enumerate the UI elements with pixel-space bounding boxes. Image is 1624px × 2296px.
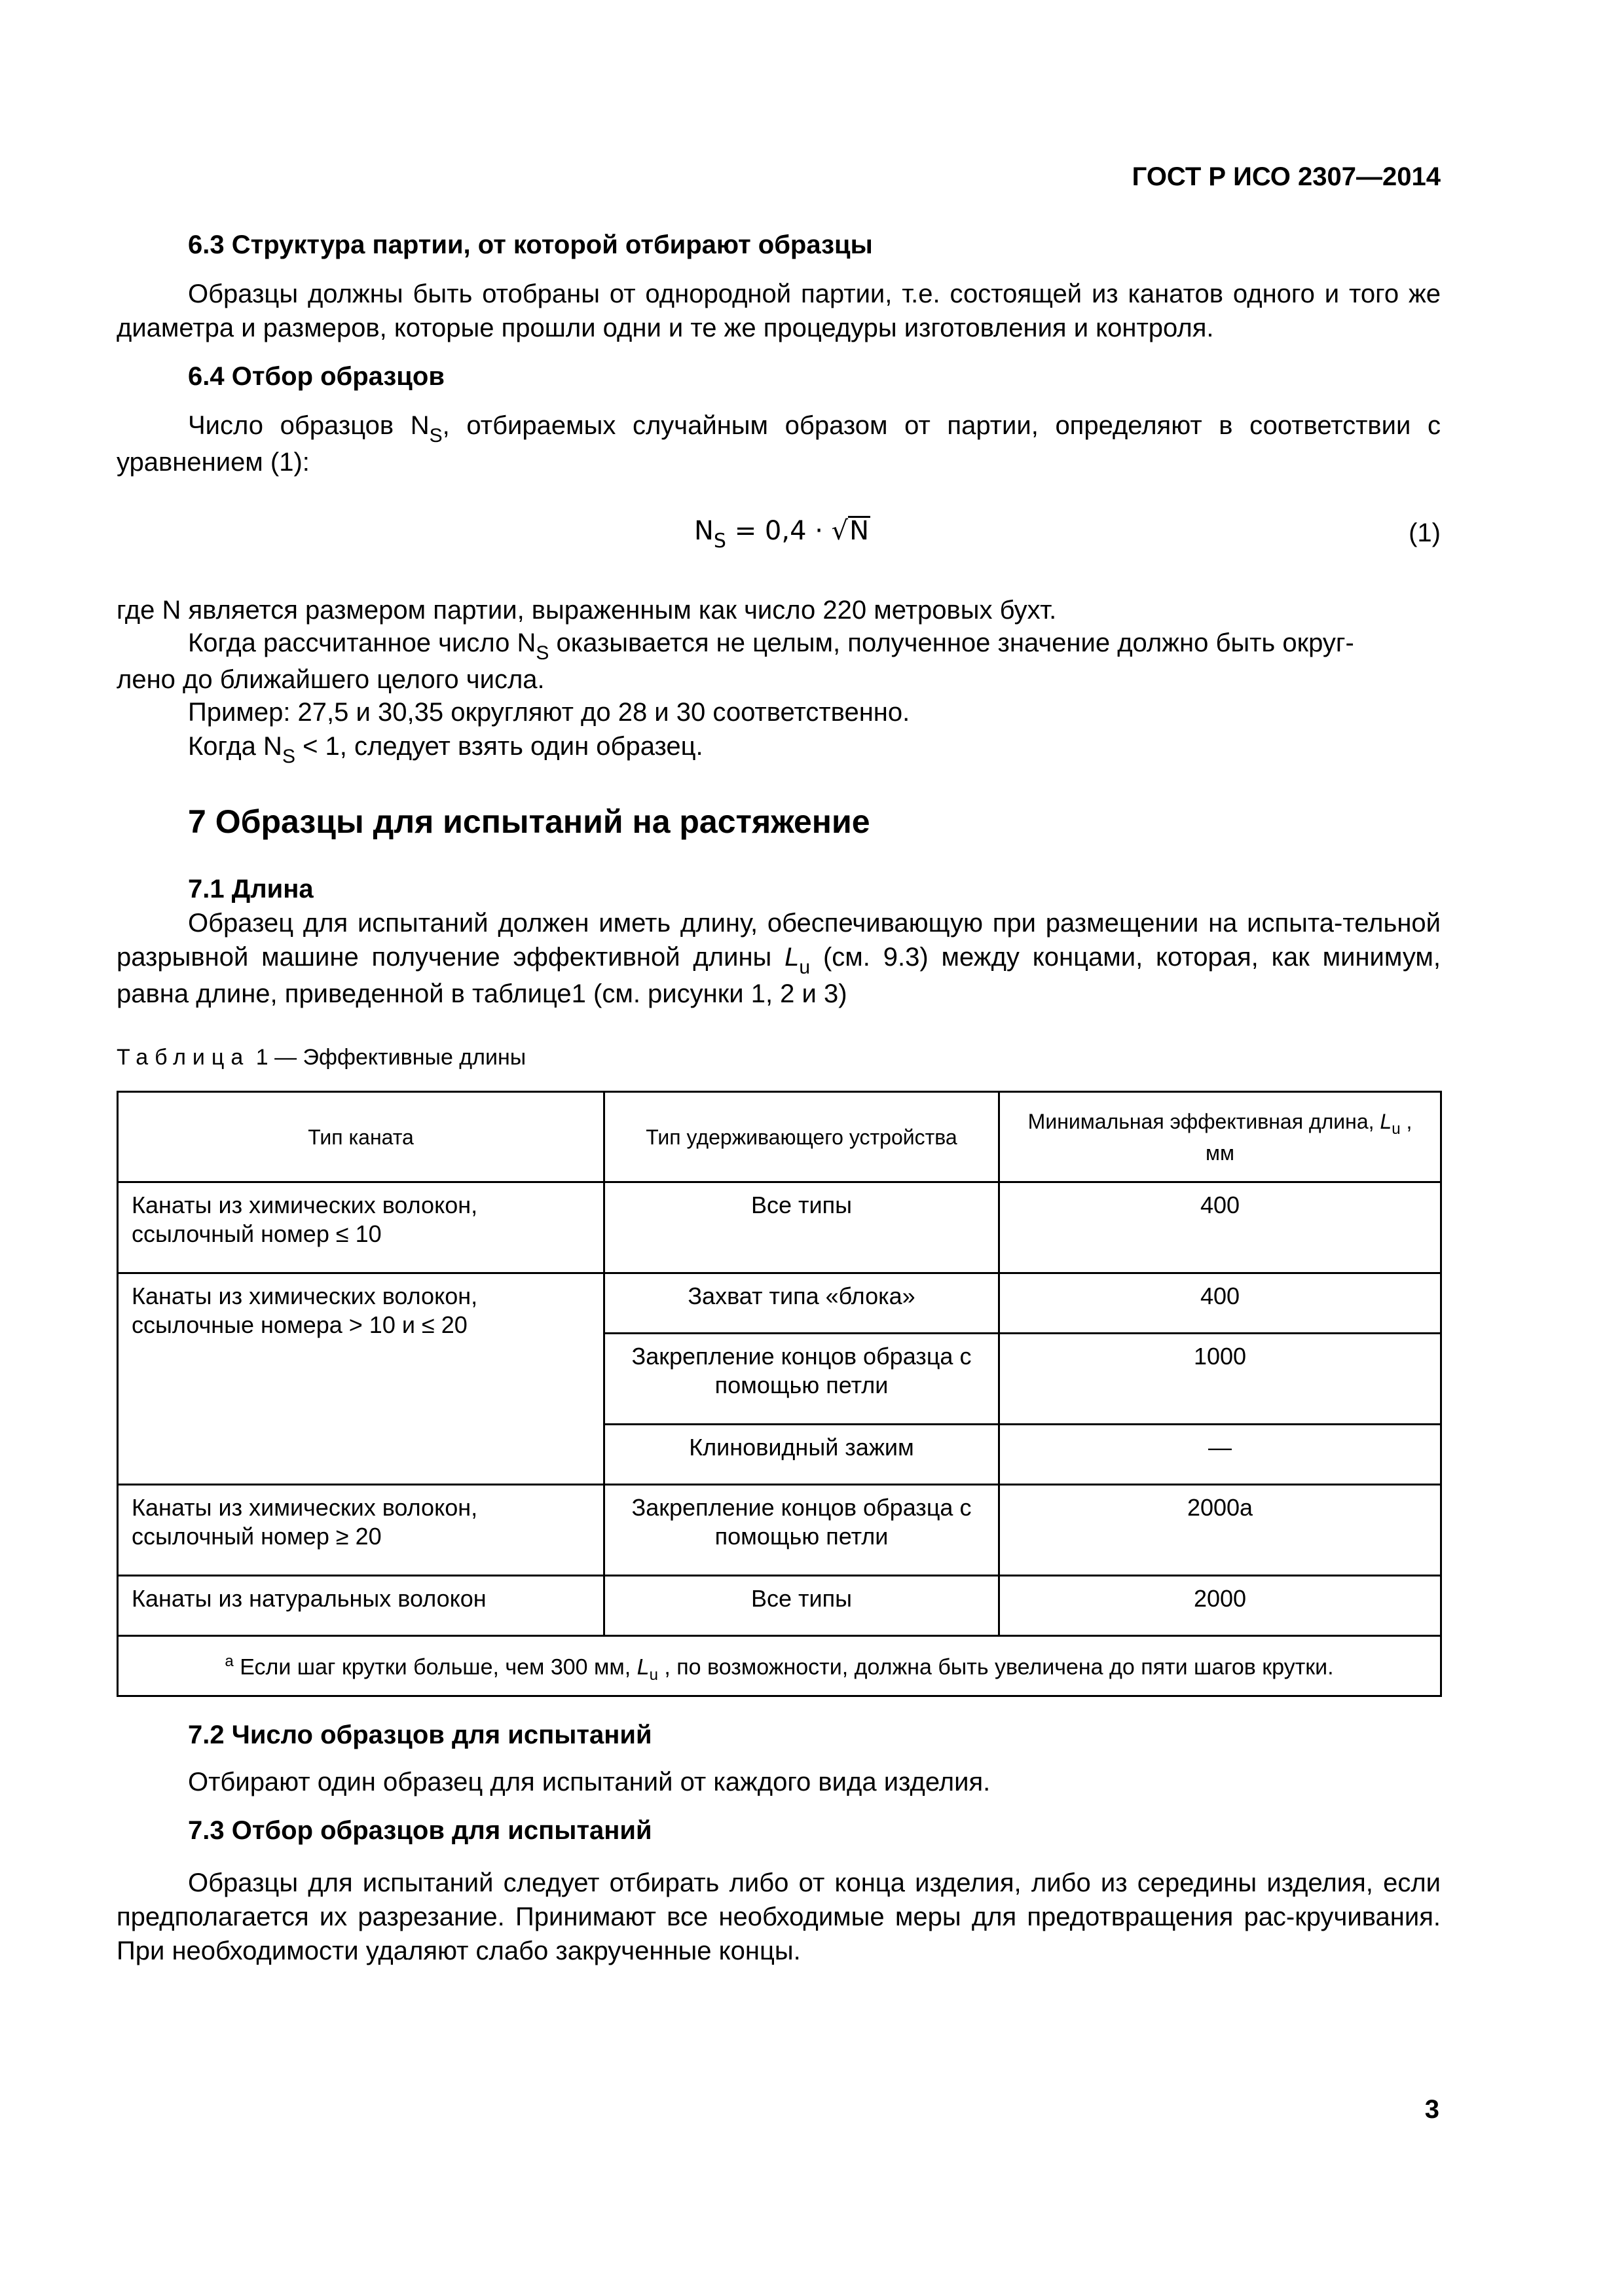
cell-min-length: 400	[999, 1273, 1441, 1334]
cell-min-length: —	[999, 1425, 1441, 1485]
where-clause: где N является размером партии, выраженным как число 220 метровых бухт.	[117, 596, 1057, 625]
section-7-1-heading: 7.1 Длина	[188, 875, 314, 903]
section-7-2-body: Отбирают один образец для испытаний от каждого вида изделия.	[188, 1768, 991, 1796]
cell-min-length: 2000	[999, 1576, 1441, 1636]
cell-rope-type: Канаты из химических волокон, ссылочные номера > 10 и ≤ 20	[118, 1273, 604, 1485]
section-6-3-heading: 6.3 Структура партии, от которой отбирают образцы	[188, 230, 873, 259]
cell-rope-type: Канаты из натуральных волокон	[118, 1576, 604, 1636]
cell-holding-device: Клиновидный зажим	[604, 1425, 999, 1485]
header-rope-type: Тип каната	[118, 1092, 604, 1182]
cell-holding-device: Все типы	[604, 1576, 999, 1636]
section-7-heading: 7 Образцы для испытаний на растяжение	[188, 803, 870, 840]
table-row	[118, 1273, 1441, 1334]
less-than-one-rule: Когда $N_S < 1$, следует взять один образец.	[188, 732, 703, 767]
cell-min-length: 1000	[999, 1334, 1441, 1425]
table-row	[118, 1485, 1441, 1576]
document-code: ГОСТ Р ИСО 2307—2014	[1132, 162, 1441, 191]
section-7-3-heading: 7.3 Отбор образцов для испытаний	[188, 1816, 652, 1845]
cell-min-length: 400	[999, 1182, 1441, 1273]
page-number: 3	[1424, 2095, 1439, 2124]
cell-holding-device: Закрепление концов образца с помощью петли	[604, 1485, 999, 1576]
section-6-3-body: Образцы должны быть отобраны от однородной партии, т.е. состоящей из канатов одного и того же диаметра и размеров, которые прошли одни и те же процедуры изготовления и контроля.	[117, 280, 1441, 342]
section-7-3-body: Образцы для испытаний следует отбирать либо от конца изделия, либо из середины изделия, если предполагается их разрезание. Принимают все необходимые меры для предотвращения рас-кручивания. При необходимости удаляют слабо закрученные концы.	[117, 1868, 1441, 1965]
section-6-4-heading: 6.4 Отбор образцов	[188, 362, 445, 391]
cell-rope-type: Канаты из химических волокон, ссылочный номер ≥ 20	[118, 1485, 604, 1576]
header-min-effective-length: Минимальная эффективная длина, $L_u$ , мм	[999, 1092, 1441, 1182]
table-effective-lengths	[117, 1091, 1442, 1697]
equation-number: (1)	[1409, 519, 1441, 547]
table-footnote-row	[118, 1636, 1441, 1696]
cell-min-length: 2000a	[999, 1485, 1441, 1576]
table-1-caption: Таблица 1 — Эффективные длины	[117, 1045, 526, 1070]
table-row	[118, 1576, 1441, 1636]
equation-1: $N_S = 0,4 \cdot √N$	[694, 516, 870, 553]
table-footnote: $^a$ Если шаг крутки больше, чем 300 мм, $L_u$ , по возможности, должна быть увеличена до пяти шагов крутки.	[118, 1636, 1441, 1696]
cell-holding-device: Все типы	[604, 1182, 999, 1273]
rounding-rule-line-1: Когда рассчитанное число $N_S$ оказывается не целым, полученное значение должно быть округ-	[188, 629, 1354, 664]
rounding-example: Пример: 27,5 и 30,35 округляют до 28 и 30 соответственно.	[188, 698, 910, 727]
rounding-rule-line-2: лено до ближайшего целого числа.	[117, 665, 545, 694]
cell-holding-device: Закрепление концов образца с помощью петли	[604, 1334, 999, 1425]
section-6-4-intro: Число образцов $N_S$, отбираемых случайным образом от партии, определяют в соответствии с уравнением (1):	[117, 411, 1441, 477]
section-7-1-body: Образец для испытаний должен иметь длину, обеспечивающую при размещении на испыта-тельной разрывной машине получение эффективной длины $L_u$ (см. 9.3) между концами, которая, как минимум, равна длине, приведенной в таблице1 (см. рисунки 1, 2 и 3)	[117, 909, 1441, 1008]
cell-rope-type: Канаты из химических волокон, ссылочный номер ≤ 10	[118, 1182, 604, 1273]
cell-holding-device: Захват типа «блока»	[604, 1273, 999, 1334]
section-7-2-heading: 7.2 Число образцов для испытаний	[188, 1721, 652, 1749]
table-row	[118, 1182, 1441, 1273]
header-holding-device: Тип удерживающего устройства	[604, 1092, 999, 1182]
table-header-row	[118, 1092, 1441, 1182]
